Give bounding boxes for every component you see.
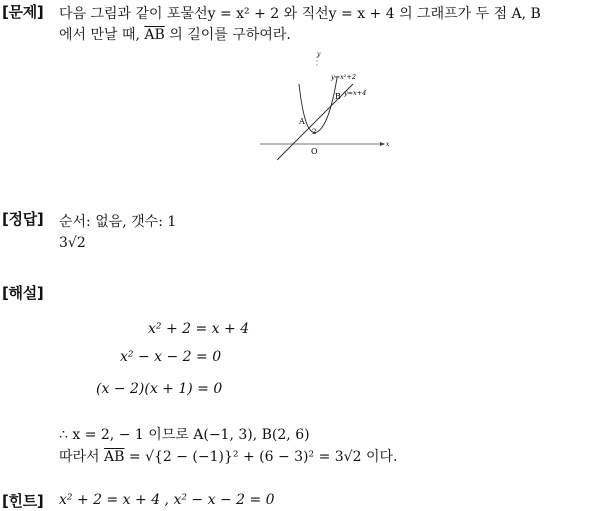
graph-figure [255,48,395,163]
solution-eq-1: x² + 2 = x + 4 [148,321,250,337]
solution-line-5 [59,446,397,466]
solution-eq-2: x² − x − 2 = 0 [120,349,222,365]
hint-tag: [힌트] [2,492,44,510]
origin-label: O [311,147,318,156]
solution-tag: [해설] [2,284,44,302]
problem-line-2 [59,24,291,44]
solution-eq-3: (x − 2)(x + 1) = 0 [96,381,223,397]
segment-ab: $\overline{AB}$ [144,27,165,43]
answer-line-2: 3√2 [59,235,86,251]
hint-text: x² + 2 = x + 4 , x² − x − 2 = 0 [59,492,275,508]
solution-line-4: ∴ x = 2, − 1 이므로 A(−1, 3), B(2, 6) [59,427,310,443]
problem-tag: [문제] [2,3,44,21]
answer-tag: [정답] [2,210,44,228]
problem-line-2-post: 의 길이를 구하여라. [164,27,291,43]
y-axis-label: y [317,51,321,58]
solution-line-5-pre: 따라서 [59,449,105,465]
intercept-label: 2 [312,128,317,136]
line-label: y=x+4 [344,89,367,97]
solution-segment-ab: $\overline{AB}$ [104,449,125,465]
point-a-label: A [299,117,305,126]
problem-line-2-pre: 에서 만날 때, [59,27,145,43]
point-b-label: B [335,92,341,101]
problem-line-1: 다음 그림과 같이 포물선y = x² + 2 와 직선y = x + 4 의 그래프가 두 점 A, B [59,6,541,22]
x-axis-label: x [386,141,390,148]
solution-line-5-post: = √{2 − (−1)}² + (6 − 3)² = 3√2 이다. [124,449,398,465]
x-axis-arrow [380,142,385,146]
parabola-label: y=x²+2 [331,73,356,81]
answer-line-1: 순서: 없음, 갯수: 1 [59,214,177,230]
